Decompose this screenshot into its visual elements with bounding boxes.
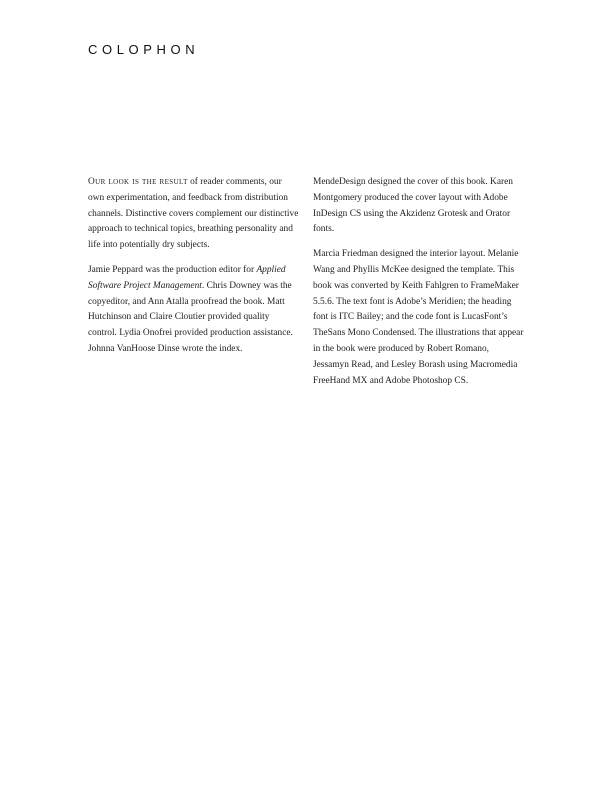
right-column — [313, 175, 524, 398]
intro-paragraph-text: of reader comments, our own experimentation, and feedback from distribution channels. Distinctive covers complement our distinctive approach to technical topics, breathing personality and life into potentially dry subjects. — [88, 177, 299, 251]
page-title: COLOPHON — [88, 42, 200, 57]
left-column — [88, 175, 300, 367]
production-credits-paragraph — [88, 263, 300, 358]
production-credits-after: . Chris Downey was the copyeditor, and Ann Atalla proofread the book. Matt Hutchinson and Claire Cloutier provided quality control. Lydia Onofrei provided production assistance. Johnna VanHoose Dinse wrote the index. — [88, 280, 293, 354]
cover-design-paragraph: MendeDesign designed the cover of this book. Karen Montgomery produced the cover layout with Adobe InDesign CS using the Akzidenz Grotesk and Orator fonts. — [313, 177, 513, 235]
book-title: Applied Software Project Management — [88, 264, 286, 291]
lead-in-small-caps: Our look is the result — [88, 177, 188, 187]
production-credits-before: Jamie Peppard was the production editor for — [88, 264, 257, 275]
interior-design-paragraph: Marcia Friedman designed the interior layout. Melanie Wang and Phyllis McKee designed the template. This book was converted by Keith Fahlgren to FrameMaker 5.5.6. The text font is Adobe’s Meridien; the heading font is ITC Bailey; and the code font is LucasFont’s TheSans Mono Condensed. The illustrations that appear in the book were produced by Robert Romano, Jessamyn Read, and Lesley Borash using Macromedia FreeHand MX and Adobe Photoshop CS. — [313, 249, 524, 386]
intro-paragraph — [88, 175, 300, 254]
